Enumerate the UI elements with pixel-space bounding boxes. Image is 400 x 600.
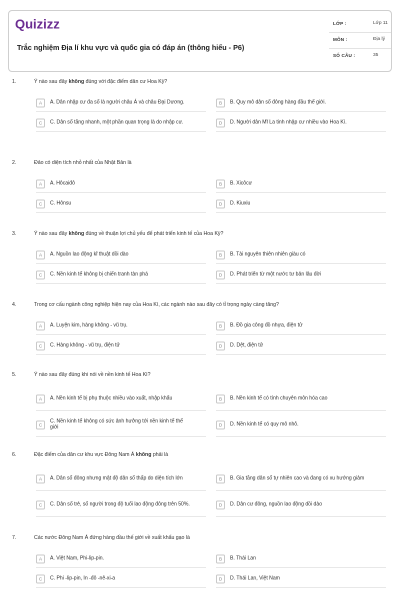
answer-option-d[interactable] [216,493,386,517]
option-letter-box[interactable]: A [36,394,45,403]
answer-option-b[interactable] [216,246,386,264]
option-letter-box[interactable]: A [36,98,45,107]
option-text: C. Dân số trẻ, số người trong độ tuổi lao động đông trên 50%. [50,501,190,508]
option-text: B. Quy mô dân số đông hàng đầu thế giới. [230,99,326,106]
answer-option-b[interactable] [216,467,386,491]
worksheet-title: Trắc nghiệm Địa lí khu vực và quốc gia có đáp án (thông hiểu - P6) [17,43,245,52]
answer-option-d[interactable] [216,266,386,284]
option-letter-box[interactable]: C [36,199,45,208]
question-text [34,535,384,542]
meta-value: Địa lý [373,37,385,42]
answer-option-c[interactable] [36,337,206,355]
meta-value: 35 [373,53,379,58]
question-text-part: Các nước Đông Nam Á đứng hàng đầu thế giới về xuất khẩu gạo là [34,535,190,541]
option-text: C. Dân số tăng nhanh, một phần quan trọng là do nhập cư. [50,119,184,126]
question-text [34,452,384,459]
option-text: D. Người dân Mĩ La tinh nhập cư nhiều vào Hoa Kì. [230,119,347,126]
option-letter-box[interactable]: A [36,179,45,188]
question-text-part: Ý nào sau đây [34,79,69,85]
answer-option-d[interactable] [216,337,386,355]
answer-option-a[interactable] [36,246,206,264]
question-number: 3. [12,231,17,237]
answer-option-a[interactable] [36,387,206,411]
option-text: B. Đồ gia công đồ nhựa, điện tử [230,322,303,329]
option-letter-box[interactable]: D [216,574,225,583]
option-letter-box[interactable]: A [36,250,45,259]
option-text: A. Việt Nam, Phi-lip-pin. [50,555,104,562]
answer-option-b[interactable] [216,387,386,411]
option-text: A. Dân nhập cư đa số là người châu Á và châu Đại Dương. [50,99,185,106]
option-text: A. Nền kinh tế bị phụ thuộc nhiều vào xuất, nhập khẩu [50,395,173,402]
question-number: 1. [12,79,17,85]
option-text: A. Dân số đông nhưng mật độ dân số thấp do diện tích lớn [50,475,183,482]
answer-option-d[interactable] [216,413,386,437]
question-number: 4. [12,302,17,308]
answer-option-c[interactable] [36,570,206,588]
option-letter-box[interactable]: D [216,420,225,429]
question-text-part: phải là [151,452,169,458]
question-text-emphasis: không [68,231,85,237]
option-text: D. Dệt, điện tử [230,342,264,349]
option-letter-box[interactable]: C [36,574,45,583]
meta-label: SỐ CÂU : [333,53,356,58]
question-text [34,79,384,86]
answer-option-a[interactable] [36,317,206,335]
question-number: 2. [12,160,17,166]
meta-value: Lớp 11 [373,21,388,26]
answer-option-b[interactable] [216,317,386,335]
option-letter-box[interactable]: D [216,341,225,350]
option-text: A. Nguồn lao động kĩ thuật dồi dào [50,251,129,258]
svg-text:Quizizz: Quizizz [15,16,60,32]
option-text: C. Hônsu [50,200,72,207]
answer-option-c[interactable] [36,266,206,284]
option-letter-box[interactable]: D [216,118,225,127]
option-letter-box[interactable]: C [36,341,45,350]
option-text: C. Hàng không - vũ trụ, điện tử [50,342,120,349]
option-letter-box[interactable]: B [216,98,225,107]
question-text [34,372,384,379]
question-text [34,302,384,309]
option-text: B. Gia tăng dân số tự nhiên cao và đang có xu hướng giảm [230,475,365,482]
answer-option-a[interactable] [36,94,206,112]
option-letter-box[interactable]: D [216,500,225,509]
question-text-part: đúng về thuận lợi chủ yếu để phát triển kinh tế của Hoa Kỳ? [84,231,224,237]
option-letter-box[interactable]: B [216,554,225,563]
answer-option-c[interactable] [36,493,206,517]
answer-option-b[interactable] [216,550,386,568]
option-letter-box[interactable]: A [36,554,45,563]
answer-option-c[interactable] [36,413,206,437]
question-text-part: Đặc điểm của dân cư khu vực Đông Nam Á [34,452,136,458]
answer-option-d[interactable] [216,195,386,213]
option-letter-box[interactable]: C [36,420,45,429]
option-letter-box[interactable]: B [216,394,225,403]
question-text-part: đúng với đặc điểm dân cư Hoa Kỳ? [84,79,168,85]
option-letter-box[interactable]: C [36,500,45,509]
question-text-part: Ý nào sau đây [34,231,69,237]
meta-row-class [329,17,391,33]
option-text: A. Luyện kim, hàng không - vũ trụ. [50,322,128,329]
option-letter-box[interactable]: D [216,199,225,208]
answer-option-a[interactable] [36,175,206,193]
question-text [34,231,384,238]
option-letter-box[interactable]: B [216,250,225,259]
option-text: B. Nền kinh tế có tính chuyên môn hóa cao [230,395,328,402]
answer-option-b[interactable] [216,175,386,193]
question-text-part: Đảo có diện tích nhỏ nhất của Nhật Bản là [34,160,132,166]
question-text-part: Ý nào sau đây đúng khi nói về nền kinh tế Hoa Kì? [34,372,151,378]
answer-option-d[interactable] [216,570,386,588]
option-letter-box[interactable]: A [36,321,45,330]
quizizz-logo [15,16,70,32]
answer-option-a[interactable] [36,467,206,491]
meta-row-question-count [329,49,391,65]
option-text: C. Nền kinh tế không có sức ảnh hưởng tới nền kinh tế thế giới [50,417,183,431]
meta-row-subject [329,33,391,49]
worksheet-header [8,10,392,72]
answer-option-d[interactable] [216,114,386,132]
option-text: D. Kiuxiu [230,200,251,207]
answer-option-c[interactable] [36,114,206,132]
option-letter-box[interactable]: A [36,474,45,483]
option-text: C. Nền kinh tế không bị chiến tranh tàn phá [50,271,148,278]
option-letter-box[interactable]: D [216,270,225,279]
option-letter-box[interactable]: B [216,474,225,483]
answer-option-b[interactable] [216,94,386,112]
option-text: D. Dân cư đông, nguồn lao động dồi dào [230,501,323,508]
option-letter-box[interactable]: B [216,321,225,330]
option-letter-box[interactable]: C [36,118,45,127]
question-number: 7. [12,535,17,541]
question-text-part: Trong cơ cấu ngành công nghiệp hiện nay của Hoa Kì, các ngành nào sau đây có tỉ trọng ngày càng tăng? [34,302,279,308]
option-text: D. Nền kinh tế có quy mô nhỏ. [230,421,299,428]
meta-label: LỚP : [333,21,347,26]
option-text: B. Tài nguyên thiên nhiên giàu có [230,251,306,258]
question-text-emphasis: không [68,79,85,85]
question-number: 6. [12,452,17,458]
option-letter-box[interactable]: B [216,179,225,188]
option-letter-box[interactable]: C [36,270,45,279]
question-text [34,160,384,167]
question-text-emphasis: không [135,452,152,458]
answer-option-a[interactable] [36,550,206,568]
question-number: 5. [12,372,17,378]
option-text: D. Phát triển từ một nước tư bản lâu đời [230,271,322,278]
answer-option-c[interactable] [36,195,206,213]
option-text: C. Phi -lip-pin, In -đô -nê-xi-a [50,575,116,582]
worksheet-meta [329,17,391,65]
option-text: B. Xicôcư [230,180,253,187]
option-text: A. Hôcaiđô [50,180,75,187]
option-text: B. Thái Lan [230,555,256,562]
option-text: D. Thái Lan, Việt Nam [230,575,280,582]
meta-label: MÔN : [333,37,348,42]
